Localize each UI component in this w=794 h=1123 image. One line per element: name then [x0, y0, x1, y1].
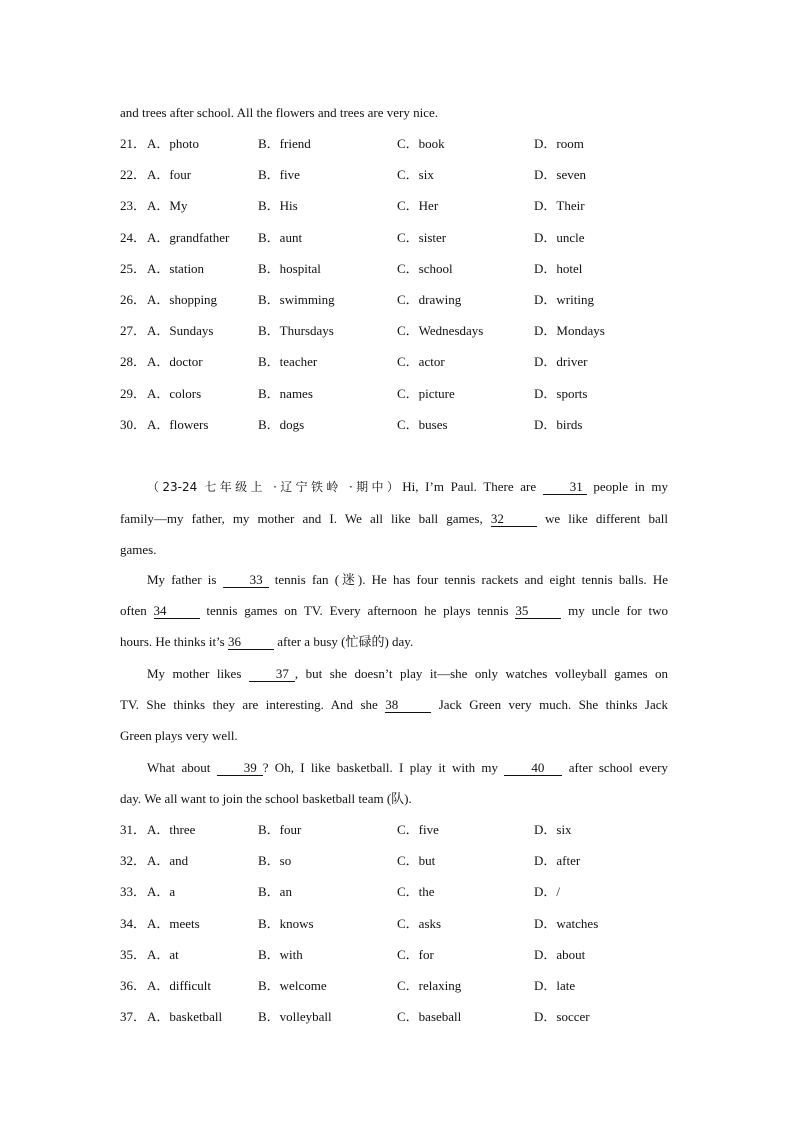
question-number: 29．: [120, 385, 147, 401]
blank-36[interactable]: 36: [228, 635, 274, 650]
option-a[interactable]: A．grandfather: [147, 229, 230, 245]
passage-line: Green plays very well.: [120, 728, 238, 744]
question-row: [120, 261, 680, 277]
option-b[interactable]: B．dogs: [258, 416, 305, 432]
option-d[interactable]: D．six: [534, 822, 572, 837]
passage-line: day. We all want to join the school basketball team (队).: [120, 791, 412, 807]
question-row: [120, 354, 680, 370]
option-c[interactable]: C．relaxing: [397, 978, 462, 993]
option-b[interactable]: B．four: [258, 822, 302, 837]
blank-32[interactable]: 32: [491, 512, 537, 527]
question-number: 34．: [120, 915, 147, 931]
passage-line: TV. She thinks they are interesting. And she 38 Jack Green very much. She thinks Jack: [120, 697, 668, 713]
question-row: [120, 1009, 680, 1025]
option-d[interactable]: D．birds: [534, 416, 583, 432]
passage-paragraph-4: [120, 752, 668, 814]
question-row: [120, 884, 680, 900]
question-number: 28．: [120, 354, 147, 370]
question-number: 24．: [120, 229, 147, 245]
question-number: 35．: [120, 946, 147, 962]
option-a[interactable]: A．difficult: [147, 978, 212, 993]
question-number: 26．: [120, 292, 147, 307]
blank-34[interactable]: 34: [154, 604, 200, 619]
passage-line: often 34 tennis games on TV. Every afternoon he plays tennis 35 my uncle for two: [120, 603, 669, 619]
passage-paragraph-2: [120, 564, 668, 658]
question-row: [120, 916, 680, 932]
question-number: 33．: [120, 884, 147, 900]
option-b[interactable]: B．His: [258, 198, 298, 214]
blank-35[interactable]: 35: [515, 604, 561, 619]
question-number: 30．: [120, 416, 147, 432]
option-a[interactable]: A．My: [147, 198, 188, 214]
option-a[interactable]: A．a: [147, 884, 176, 900]
blank-33[interactable]: 33: [223, 573, 269, 588]
question-number: 36．: [120, 978, 147, 993]
question-number: 21．: [120, 136, 147, 151]
option-b[interactable]: B．knows: [258, 915, 314, 931]
blank-31[interactable]: 31: [543, 480, 587, 495]
option-c[interactable]: C．the: [397, 884, 435, 900]
question-number: 22．: [120, 167, 147, 183]
question-number: 25．: [120, 260, 147, 276]
option-c[interactable]: C．drawing: [397, 292, 462, 307]
question-row: [120, 853, 680, 869]
question-number: 27．: [120, 323, 147, 339]
option-a[interactable]: A．three: [147, 822, 196, 837]
option-a[interactable]: A．photo: [147, 136, 200, 151]
option-c[interactable]: C．Her: [397, 198, 439, 214]
option-a[interactable]: A．shopping: [147, 292, 218, 307]
option-c[interactable]: C．book: [397, 136, 445, 151]
question-row: [120, 822, 680, 838]
option-b[interactable]: B．volleyball: [258, 1009, 332, 1025]
question-number: 37．: [120, 1009, 147, 1025]
option-b[interactable]: B．swimming: [258, 292, 335, 307]
question-row: [120, 136, 680, 152]
passage-paragraph-3: [120, 658, 668, 752]
option-d[interactable]: D．soccer: [534, 1009, 590, 1025]
option-c[interactable]: C．school: [397, 260, 453, 276]
option-b[interactable]: B．names: [258, 385, 313, 401]
option-b[interactable]: B．so: [258, 853, 292, 869]
option-d[interactable]: D．hotel: [534, 260, 583, 276]
question-row: [120, 947, 680, 963]
option-a[interactable]: A．and: [147, 853, 189, 869]
blank-37[interactable]: 37: [249, 667, 295, 682]
passage-line: My mother likes 37 , but she doesn’t play it—she only watches volleyball games on: [147, 666, 668, 681]
passage-line: （23-24 七年级上 ·辽宁铁岭 ·期中）Hi, I’m Paul. There are 31 people in my: [147, 479, 668, 494]
option-a[interactable]: A．flowers: [147, 416, 209, 432]
option-d[interactable]: D．late: [534, 978, 576, 993]
option-b[interactable]: B．aunt: [258, 229, 303, 245]
option-c[interactable]: C．baseball: [397, 1009, 462, 1025]
option-c[interactable]: C．asks: [397, 915, 442, 931]
option-d[interactable]: D．watches: [534, 915, 599, 931]
option-a[interactable]: A．four: [147, 167, 192, 183]
option-d[interactable]: D．sports: [534, 385, 588, 401]
option-a[interactable]: A．colors: [147, 385, 202, 401]
option-b[interactable]: B．five: [258, 167, 300, 183]
option-a[interactable]: A．meets: [147, 915, 200, 931]
option-d[interactable]: D．uncle: [534, 229, 585, 245]
passage-source: （23-24 七年级上 ·辽宁铁岭 ·期中）: [147, 480, 403, 494]
option-b[interactable]: B．an: [258, 884, 292, 900]
option-a[interactable]: A．at: [147, 946, 179, 962]
question-row: [120, 323, 680, 339]
option-b[interactable]: B．hospital: [258, 260, 321, 276]
passage-line: My father is 33 tennis fan (迷). He has four tennis rackets and eight tennis balls. He: [147, 572, 668, 587]
question-row: [120, 386, 680, 402]
passage-line: hours. He thinks it’s 36 after a busy (忙碌的) day.: [120, 634, 414, 650]
option-b[interactable]: B．with: [258, 946, 303, 962]
question-row: [120, 417, 680, 433]
option-a[interactable]: A．doctor: [147, 354, 203, 370]
option-a[interactable]: A．station: [147, 260, 205, 276]
passage-paragraph-1: [120, 471, 668, 566]
option-c[interactable]: C．sister: [397, 229, 447, 245]
question-row: [120, 230, 680, 246]
passage-line: games.: [120, 542, 157, 558]
option-a[interactable]: A．basketball: [147, 1009, 223, 1025]
blank-40[interactable]: 40: [504, 761, 562, 776]
option-d[interactable]: D．writing: [534, 292, 594, 307]
option-d[interactable]: D．about: [534, 946, 586, 962]
blank-38[interactable]: 38: [385, 698, 431, 713]
option-d[interactable]: D．Mondays: [534, 323, 605, 339]
option-d[interactable]: D．seven: [534, 167, 586, 183]
option-c[interactable]: C．Wednesdays: [397, 323, 484, 339]
passage-line: family—my father, my mother and I. We all like ball games, 32 we like different ball: [120, 511, 668, 527]
intro-line: and trees after school. All the flowers and trees are very nice.: [120, 105, 439, 120]
question-number: 31．: [120, 822, 147, 837]
question-row: [120, 292, 680, 308]
option-c[interactable]: C．actor: [397, 354, 445, 370]
option-c[interactable]: C．six: [397, 167, 434, 183]
option-c[interactable]: C．buses: [397, 416, 448, 432]
question-number: 32．: [120, 853, 147, 869]
option-a[interactable]: A．Sundays: [147, 323, 214, 339]
option-c[interactable]: C．but: [397, 853, 436, 869]
option-c[interactable]: C．five: [397, 822, 439, 837]
question-row: [120, 167, 680, 183]
option-c[interactable]: C．picture: [397, 385, 455, 401]
option-d[interactable]: D．room: [534, 136, 584, 151]
question-row: [120, 978, 680, 994]
option-d[interactable]: D．after: [534, 853, 581, 869]
option-b[interactable]: B．welcome: [258, 978, 327, 993]
question-number: 23．: [120, 198, 147, 214]
option-b[interactable]: B．teacher: [258, 354, 318, 370]
option-d[interactable]: D．Their: [534, 198, 585, 214]
blank-39[interactable]: 39: [217, 761, 263, 776]
question-row: [120, 198, 680, 214]
option-b[interactable]: B．friend: [258, 136, 311, 151]
option-b[interactable]: B．Thursdays: [258, 323, 334, 339]
passage-line: What about 39 ? Oh, I like basketball. I play it with my 40 after school every: [147, 760, 668, 775]
option-d[interactable]: D．driver: [534, 354, 588, 370]
option-c[interactable]: C．for: [397, 946, 434, 962]
option-d[interactable]: D．/: [534, 884, 561, 900]
